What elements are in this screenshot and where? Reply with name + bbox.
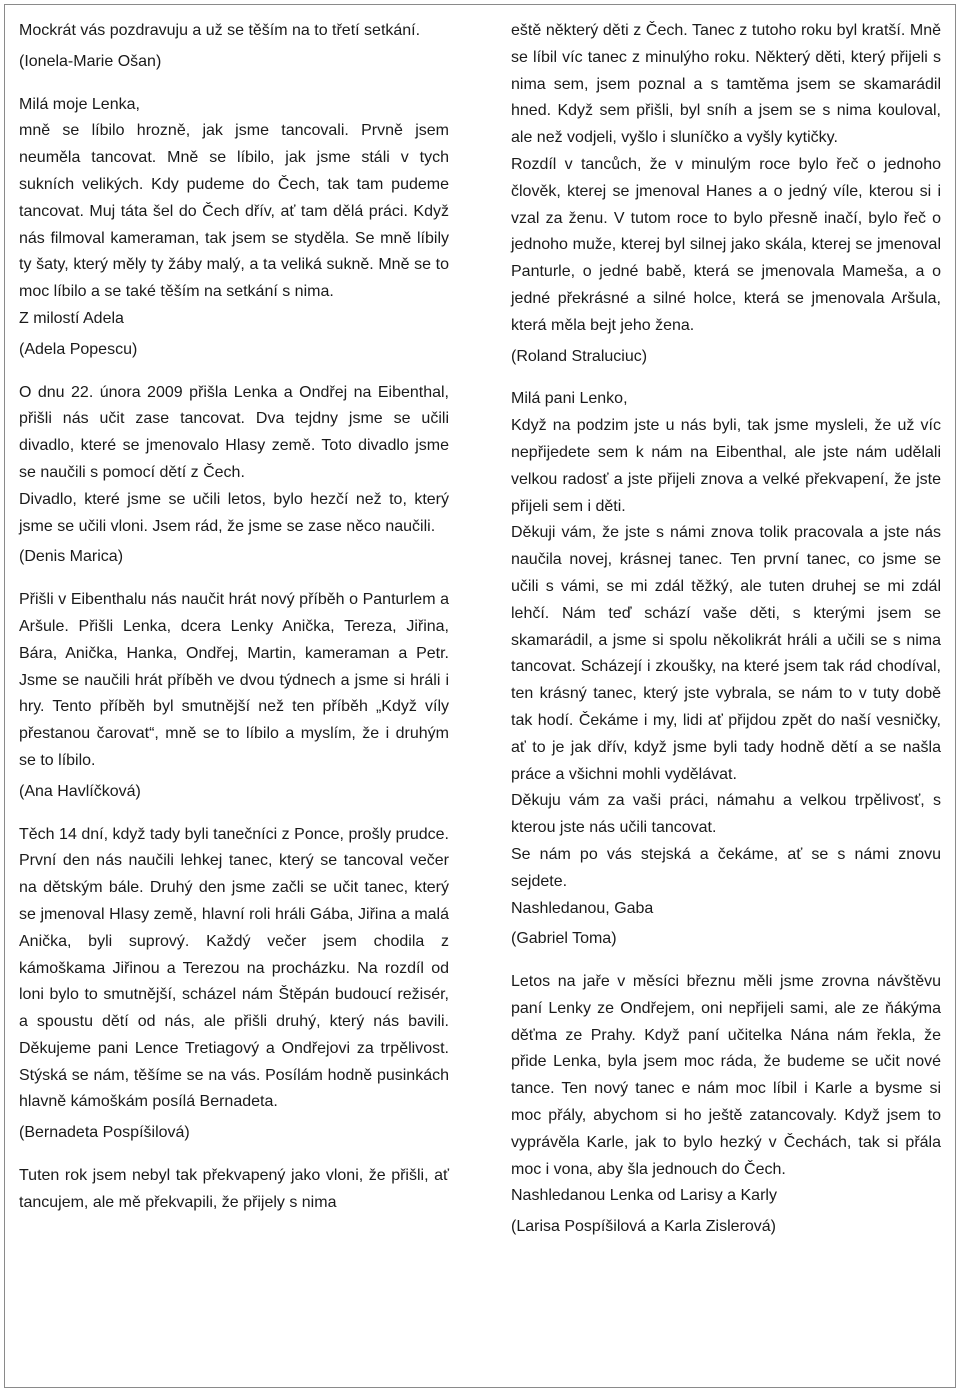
letter-roland-body-2: Rozdíl v tancůch, že v minulým roce bylo řeč o jednoho člověk, kterej se jmenoval Hanes a o jedný víle, kterou si i vzal za ženu. V tutom roce to bylo přesně inačí, bylo řeč o jednoho muže, kterej byl silnej jako skála, kterej se jmenoval Panturle, o jedné babě, která se jmenovala Mameša, a o jedné překrásné a silné holce, která se jmenovala Aršula, která měla bejt jeho žena.	[511, 155, 941, 334]
letter-gabriel-body-1: Když na podzim jste u nás byli, tak jsme mysleli, že už víc nepřijedete sem k nám na Eibenthal, ale jste nám udělali velkou radosť a jste přijeli znova a velké překvapení, že jste přijeli sem i děti.	[511, 417, 941, 515]
signature-denis: (Denis Marica)	[19, 548, 124, 566]
signature-gabriel: (Gabriel Toma)	[511, 930, 617, 948]
letter-gabriel-closing: Nashledanou, Gaba	[511, 899, 654, 917]
letter-gabriel-body-2: Děkuji vám, že jste s námi znova tolik pracovala a jste nás naučila novej, krásnej tanec. Ten první tanec, co jsme se učili s vámi, se mi zdál těžký, ale tuten druhej se mi zdál lehčí. Nám teď schází vaše děti, s kterými jsem se skamarádil, a jsme si spolu několikrát hráli a učili se s nima tancovat. Scházejí i zkoušky, na které jsem tak rád chodíval, ten krásný tanec, který jste vybrala, se nám to v tuty době tak hodí. Čekáme i my, lidi ať přijdou zpět do naší vesničky, ať to je jak dřív, když jsme byli tady hodně dětí a se našla práce a všichni mohli vydělávat.	[511, 524, 941, 783]
signature-ionela: (Ionela-Marie Ošan)	[19, 52, 162, 70]
letter-adela-body: mně se líbilo hrozně, jak jsme tancovali. Prvně jsem neuměla tancovat. Mně se líbilo, jak jsme stáli v tych sukních velikých. Kdy pudeme do Čech, tak tam pudeme tancovat. Muj táta šel do Čech dřív, ať tam dělá práci. Když nás filmoval kameraman, tak jsem se styděla. Se mně líbily ty šaty, který měly ty žáby malý, a ta veliká sukně. Mně se to moc líbilo a se také těším na setkání s nima.	[19, 122, 449, 301]
letter-bernadeta-body: Těch 14 dní, když tady byli tanečníci z Ponce, prošly prudce. První den nás naučili lehkej tanec, který se tancoval večer na dětským bále. Druhý den jsme začli se učit tanec, který se jmenoval Hlasy země, hlavní roli hráli Gába, Jiřina a malá Anička, byli suprový. Každý večer jsem chodila z kámoškama Jiřinou a Terezou na procházku. Na rozdíl od loni bylo to smutnější, scházel nám Štěpán budoucí režisér, a spoustu dětí od nás, ale přišli druhý, který nás bavili. Děkujeme pani Lence Tretiagový a Ondřejovi za trpělivost. Stýská se nám, těšíme se na vás. Posílám hodně pusinkách hlavně kámoškám posílá Bernadeta.	[19, 825, 449, 1111]
letter-roland-body-start: Tuten rok jsem nebyl tak překvapený jako vloni, že přišli, ať tancujem, ale mě překvapili, že přijely s nima	[19, 1167, 449, 1211]
signature-ana: (Ana Havlíčková)	[19, 782, 141, 800]
signature-roland: (Roland Straluciuc)	[511, 347, 648, 365]
letter-salutation: Milá moje Lenka,	[19, 95, 140, 113]
letter-gabriel-body-4: Se nám po vás stejská a čekáme, ať se s námi znovu sejdete.	[511, 845, 941, 890]
letter-ana-body: Přišli v Eibenthalu nás naučit hrát nový příběh o Panturlem a Aršule. Přišli Lenka, dcera Lenky Anička, Tereza, Jiřina, Bára, Anička, Hanka, Ondřej, Martin, kameraman a Petr. Jsme se naučili hrát příběh ve dvou týdnech a jsme si hráli i hry. Tento příběh byl smutnější než ten příběh „Když víly přestanou čarovat“, mně se to líbilo a myslím, že i druhým se to líbilo.	[19, 591, 449, 769]
letter-gabriel-salutation: Milá pani Lenko,	[511, 390, 628, 408]
signature-larisa-karla: (Larisa Pospíšilová a Karla Zislerová)	[511, 1218, 776, 1236]
letter-roland-body-continued: eště některý děti z Čech. Tanec z tutoho roku byl kratší. Mně se líbil víc tanec z minulýho roku. Některý děti, který přijeli s nima sem, jsem poznal a s tamtěma jsem se skamarádil hned. Když sem přišli, byl sníh a jsem se s nima kouloval, ale než vodjeli, vyšlo i sluníčko a vyšly kytičky.	[511, 22, 941, 147]
left-column	[19, 18, 449, 1217]
letter-larisa-closing: Nashledanou Lenka od Larisy a Karly	[511, 1187, 777, 1205]
letter-denis-body-1: O dnu 22. února 2009 přišla Lenka a Ondřej na Eibenthal, přišli nás učit zase tancovat. Dva tejdny jsme se učili divadlo, které se jmenovalo Hlasy země. Toto divadlo jsme se naučili s pomocí dětí z Čech.	[19, 383, 449, 481]
signature-adela: (Adela Popescu)	[19, 340, 138, 358]
signature-bernadeta: (Bernadeta Pospíšilová)	[19, 1124, 190, 1142]
letter-gabriel-body-3: Děkuju vám za vaši práci, námahu a velkou trpělivosť, s kterou jste nás učili tancovat.	[511, 792, 941, 837]
letter-denis-body-2: Divadlo, které jsme se učili letos, bylo hezčí než to, který jsme se učili vloni. Jsem rád, že jsme se zase něco naučili.	[19, 490, 449, 535]
letter-larisa-body: Letos na jaře v měsíci březnu měli jsme zrovna návštěvu paní Lenky ze Ondřejem, oni nepřijeli sami, ale ze ňákýma děťma ze Prahy. Když paní učitelka Nána nám řekla, že přide Lenka, byla jsem moc ráda, že budeme se učit nové tance. Ten nový tanec e nám moc líbil i Karle a bysme si moc přály, abychom si ho ještě zatancovaly. Když jsem to vyprávěla Karle, jak to bylo hezký v Čechách, tak si přála moc i vona, aby šla jednouch do Čech.	[511, 973, 941, 1178]
right-column	[511, 18, 941, 1241]
greeting-closing-text: Mockrát vás pozdravuju a už se těším na to třetí setkání.	[19, 22, 421, 39]
letter-adela-closing: Z milostí Adela	[19, 309, 124, 327]
